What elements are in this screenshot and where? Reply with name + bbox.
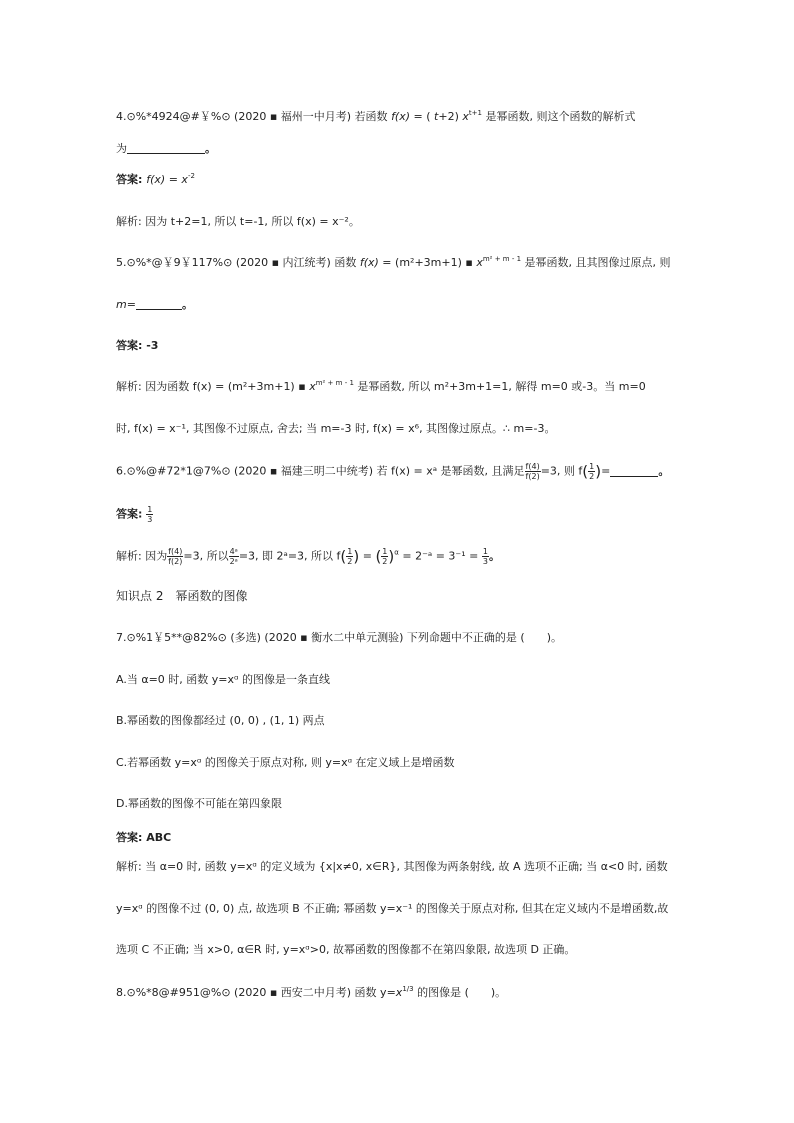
q6-half-den: 2 [589,472,595,481]
q6-ratio-den: f(2) [525,472,540,481]
q8-tail: 的图像是 ( )。 [413,986,507,999]
q6-answer [116,505,153,524]
q5-analysis1-post: 是幂函数, 所以 m²+3m+1=1, 解得 m=0 或-3。当 m=0 [353,380,646,393]
q8-x: x [395,986,403,999]
q6-analysis-ratio-den: f(2) [168,557,183,566]
q6-analysis-mid3: = 2⁻ᵃ = 3⁻¹ = [398,549,482,563]
q4-tail: 是幂函数, 则这个函数的解析式 [481,110,636,123]
q5-fx: f(x) [359,256,379,269]
q6-analysis-half1-num: 1 [347,547,353,556]
q6-head: 6.⊙%@#72*1@7%⊙ (2020 ▪ 福建三明二中统考) 若 f(x) = xᵃ 是幂函数, 且满足 [116,464,525,478]
q6-end: 。 [658,464,670,478]
q6-analysis-half1-den: 2 [347,557,353,566]
q7-option-c[interactable]: C.若幂函数 y=xᵅ 的图像关于原点对称, 则 y=xᵅ 在定义域上是增函数 [116,756,455,769]
q6-analysis-power-num: 4ᵃ [229,547,238,556]
q6-analysis-alpha: α [394,548,399,557]
section-heading: 知识点 2 幂函数的图像 [116,589,248,603]
q7-stem: 7.⊙%1￥5**@82%⊙ (多选) (2020 ▪ 衡水二中单元测验) 下列命题中不正确的是 ( )。 [116,631,563,644]
q7-analysis-line3: 选项 C 不正确; 当 x>0, α∈R 时, y=xᵅ>0, 故幂函数的图像都不在第四象限, 故选项 D 正确。 [116,943,576,956]
q6-half-num: 1 [589,462,595,471]
q5-analysis-line2: 时, f(x) = x⁻¹, 其图像不过原点, 舍去; 当 m=-3 时, f(x) = x⁶, 其图像过原点。∴ m=-3。 [116,422,556,435]
q5-analysis1-pre: 解析: 因为函数 f(x) = (m²+3m+1) ▪ [116,380,310,393]
q5-tail: 是幂函数, 且其图像过原点, 则 [521,256,671,269]
q4-head: 4.⊙%*4924@#￥%⊙ (2020 ▪ 福州一中月考) 若函数 [116,110,392,123]
q4-line2-post: 。 [205,142,216,155]
q6-mid: =3, 则 f [540,464,583,478]
q6-analysis-power [229,547,239,566]
q4-eq: = ( [410,110,435,123]
q5-line2-pre: m= [116,298,136,311]
q6-analysis-mid2: =3, 即 2ᵃ=3, 所以 f [238,549,341,563]
q4-t-rest: +2) [438,110,463,123]
q4-answer-label: 答案: [116,173,147,186]
q6-analysis-pre: 解析: 因为 [116,549,168,563]
q6-analysis-third-num: 1 [482,547,488,556]
q6-ratio-num: f(4) [525,462,540,471]
q6-stem [116,462,669,481]
q5-analysis1-exp: m² + m - 1 [315,379,354,387]
q6-analysis-half2-num: 1 [382,547,388,556]
q6-answer-fraction [146,505,153,524]
q5-head: 5.⊙%*@￥9￥117%⊙ (2020 ▪ 内江统考) 函数 [116,256,360,269]
q7-option-b[interactable]: B.幂函数的图像都经过 (0, 0) , (1, 1) 两点 [116,714,325,727]
q5-stem [116,256,671,270]
q6-answer-label: 答案: [116,507,147,521]
q6-analysis-third-den: 3 [482,557,488,566]
q6-paren-open: ( [582,462,589,481]
q6-tail: = [601,464,611,478]
q6-analysis-power-den: 2ᵃ [229,557,238,566]
q4-stem-line2 [116,142,216,156]
q4-exp: t+1 [468,109,482,117]
q4-analysis: 解析: 因为 t+2=1, 所以 t=-1, 所以 f(x) = x⁻²。 [116,215,360,228]
q6-analysis [116,547,500,566]
q4-stem [116,110,635,124]
q6-analysis-ratio-num: f(4) [168,547,183,556]
q5-exp: m² + m - 1 [482,255,522,263]
q6-ratio-fraction [525,462,541,481]
q4-line2-pre: 为 [116,142,127,155]
q4-answer-fx: f(x) [146,173,166,186]
q5-analysis-line1 [116,380,646,394]
q6-answer-blank[interactable] [610,465,658,477]
q8-stem [116,986,506,1000]
q6-analysis-eq: = [359,549,376,563]
q4-t: t [434,110,439,123]
q4-fx: f(x) [391,110,411,123]
q5-analysis1-x: x [309,380,316,393]
q6-analysis-third [482,547,489,566]
q7-analysis-line1: 解析: 当 α=0 时, 函数 y=xᵅ 的定义域为 {x|x≠0, x∈R}, 其图像为两条射线, 故 A 选项不正确; 当 α<0 时, 函数 [116,860,668,873]
q6-analysis-ratio [167,547,183,566]
q5-mid: = (m²+3m+1) ▪ [378,256,477,269]
q6-answer-den: 3 [147,515,153,524]
q4-answer-x: x [181,173,188,186]
q6-analysis-half2-den: 2 [382,557,388,566]
q6-paren-close: ) [595,462,602,481]
q6-analysis-paren1-open: ( [340,547,347,566]
q4-answer-eq: = [165,173,182,186]
q4-answer [116,173,195,187]
q6-answer-num: 1 [147,505,153,514]
q5-x: x [476,256,483,269]
q7-answer: 答案: ABC [116,831,172,844]
q7-analysis-line2: y=xᵅ 的图像不过 (0, 0) 点, 故选项 B 不正确; 幂函数 y=x⁻¹ 的图像关于原点对称, 但其在定义域内不是增函数,故 [116,902,669,915]
q6-analysis-paren2-open: ( [375,547,382,566]
q5-line2-post: 。 [181,298,193,311]
q6-analysis-paren2-close: ) [388,547,395,566]
q7-option-d[interactable]: D.幂函数的图像不可能在第四象限 [116,797,282,810]
q7-option-a[interactable]: A.当 α=0 时, 函数 y=xᵅ 的图像是一条直线 [116,673,330,686]
q6-analysis-end: 。 [488,549,500,563]
q5-answer: 答案: -3 [116,339,159,352]
q4-x: x [462,110,469,123]
q4-answer-blank[interactable] [127,142,205,154]
q8-exp: 1/3 [402,985,414,993]
q5-stem-line2 [116,298,193,312]
q6-analysis-paren1-close: ) [353,547,360,566]
q8-head: 8.⊙%*8@#951@%⊙ (2020 ▪ 西安二中月考) 函数 y= [116,986,396,999]
q6-analysis-mid1: =3, 所以 [183,549,229,563]
q5-answer-blank[interactable] [136,298,182,310]
q4-answer-exp: -2 [187,172,195,180]
